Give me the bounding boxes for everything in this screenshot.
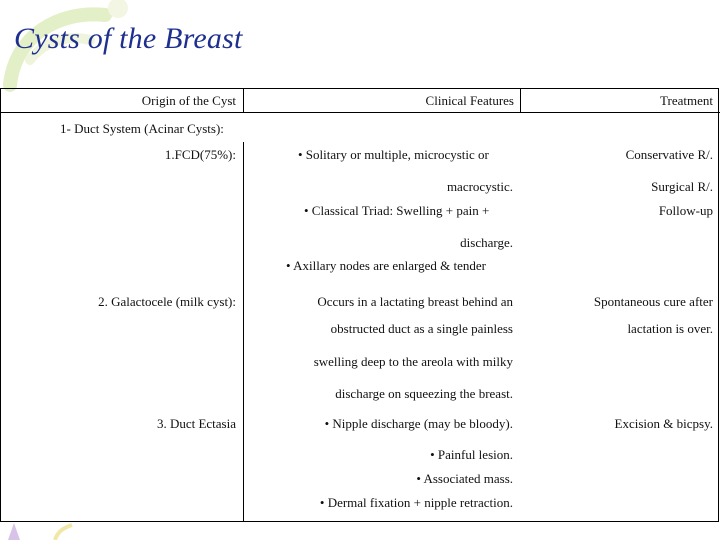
origin-duct-ectasia: 3. Duct Ectasia	[156, 416, 236, 431]
origin-galactocele: 2. Galactocele (milk cyst):	[98, 294, 236, 309]
treatment-fcd-line: Surgical R/.	[651, 179, 713, 194]
clinical-fcd-line: discharge.	[460, 235, 513, 250]
treatment-galactocele-line: lactation is over.	[627, 321, 713, 336]
header-origin: Origin of the Cyst	[141, 93, 236, 108]
column-divider	[243, 142, 244, 522]
header-divider	[0, 112, 720, 113]
clinical-galactocele-line: swelling deep to the areola with milky	[313, 354, 513, 369]
clinical-galactocele-line: obstructed duct as a single painless	[330, 321, 513, 336]
treatment-fcd-line: Conservative R/.	[625, 147, 713, 162]
treatment-fcd-line: Follow-up	[658, 203, 713, 218]
clinical-ectasia-line: • Dermal fixation + nipple retraction.	[319, 495, 513, 510]
section-duct-system: 1- Duct System (Acinar Cysts):	[60, 121, 224, 136]
clinical-ectasia-line: • Associated mass.	[416, 471, 513, 486]
clinical-galactocele-line: discharge on squeezing the breast.	[335, 386, 513, 401]
column-divider	[243, 88, 244, 112]
column-divider	[520, 88, 521, 112]
clinical-galactocele-line: Occurs in a lactating breast behind an	[317, 294, 513, 309]
clinical-ectasia-line: • Nipple discharge (may be bloody).	[324, 416, 513, 431]
treatment-galactocele-line: Spontaneous cure after	[593, 294, 713, 309]
header-clinical-features: Clinical Features	[425, 93, 514, 108]
clinical-ectasia-line: • Painful lesion.	[430, 447, 513, 462]
origin-fcd: 1.FCD(75%):	[164, 147, 236, 162]
clinical-fcd-line: • Classical Triad: Swelling + pain +	[304, 203, 490, 218]
header-treatment: Treatment	[660, 93, 713, 108]
clinical-fcd-line: • Solitary or multiple, microcystic or	[298, 147, 489, 162]
treatment-ectasia-line: Excision & bicpsy.	[614, 416, 713, 431]
clinical-fcd-line: • Axillary nodes are enlarged & tender	[286, 258, 486, 273]
clinical-fcd-line: macrocystic.	[446, 179, 513, 194]
slide-title: Cysts of the Breast	[14, 22, 243, 55]
